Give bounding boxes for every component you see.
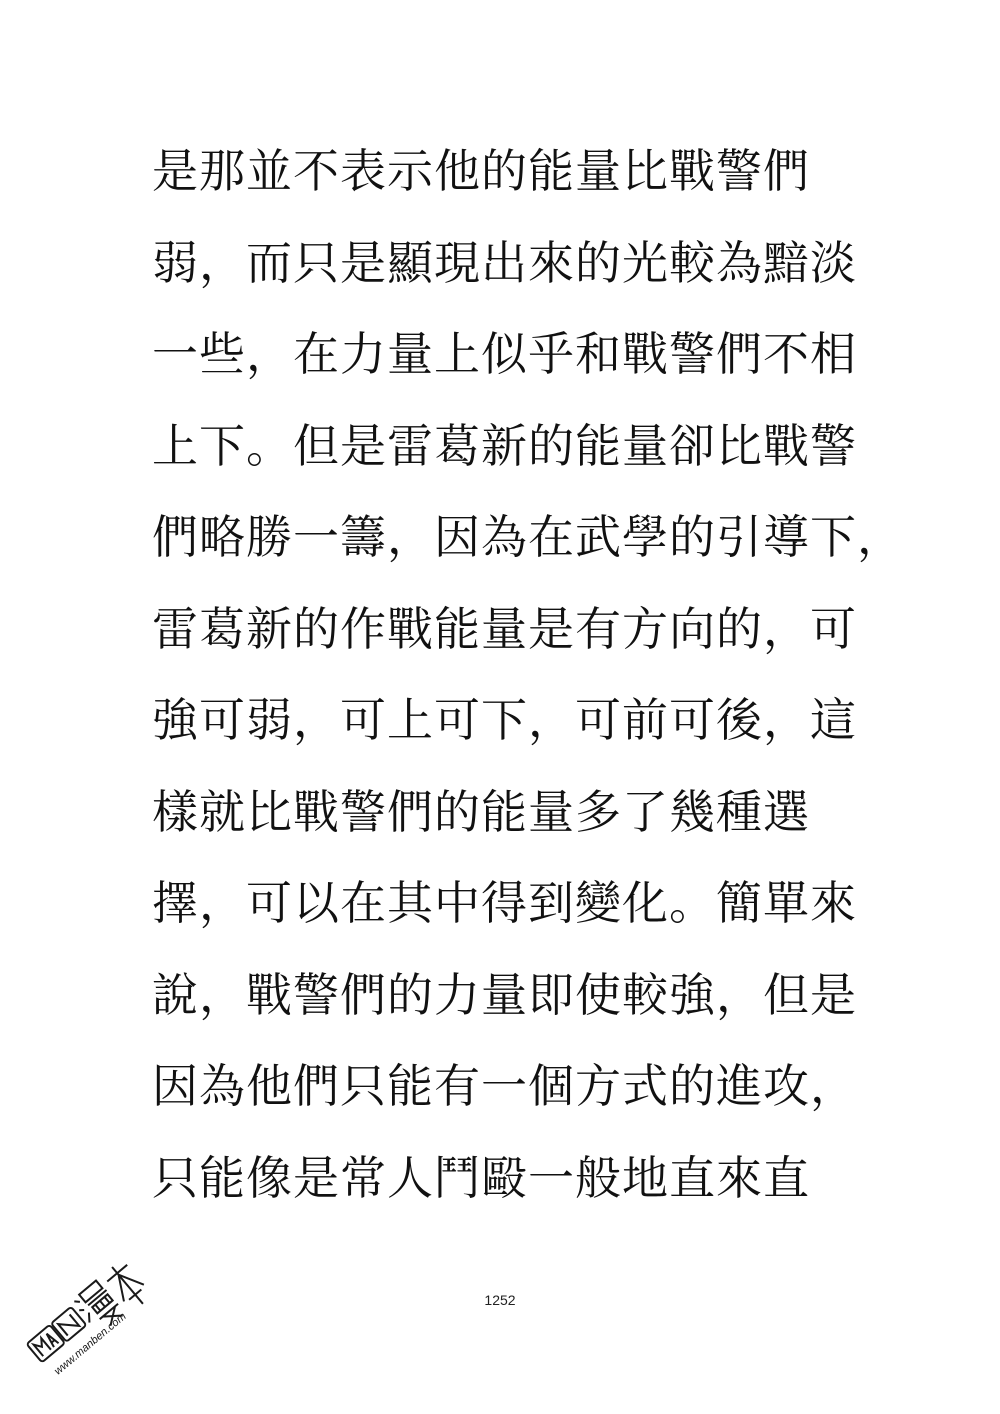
- text-line: 樣就比戰警們的能量多了幾種選: [152, 784, 810, 839]
- text-line: 說，戰警們的力量即使較強，但是: [152, 967, 857, 1022]
- text-line: 一些，在力量上似乎和戰警們不相: [152, 327, 857, 381]
- text-line: 們略勝一籌，因為在武學的引導下，: [152, 510, 904, 564]
- watermark-logo: [10, 1250, 160, 1400]
- watermark-url: www.manben.com: [52, 1310, 129, 1378]
- text-line: 弱，而只是顯現出來的光較為黯淡: [152, 235, 857, 290]
- text-line: 是那並不表示他的能量比戰警們: [152, 144, 810, 198]
- text-line: 雷葛新的作戰能量是有方向的，可: [152, 601, 857, 656]
- manben-logo-icon: [10, 1250, 160, 1400]
- text-line: 強可弱，可上可下，可前可後，這: [152, 693, 857, 747]
- body-text: [152, 140, 912, 1238]
- page-number: 1252: [484, 1292, 516, 1308]
- text-line: 擇，可以在其中得到變化。簡單來: [152, 876, 857, 930]
- text-line: 上下。但是雷葛新的能量卻比戰警: [152, 418, 857, 473]
- text-line: 只能像是常人鬥毆一般地直來直: [152, 1150, 810, 1205]
- text-line: 因為他們只能有一個方式的進攻，: [152, 1059, 857, 1113]
